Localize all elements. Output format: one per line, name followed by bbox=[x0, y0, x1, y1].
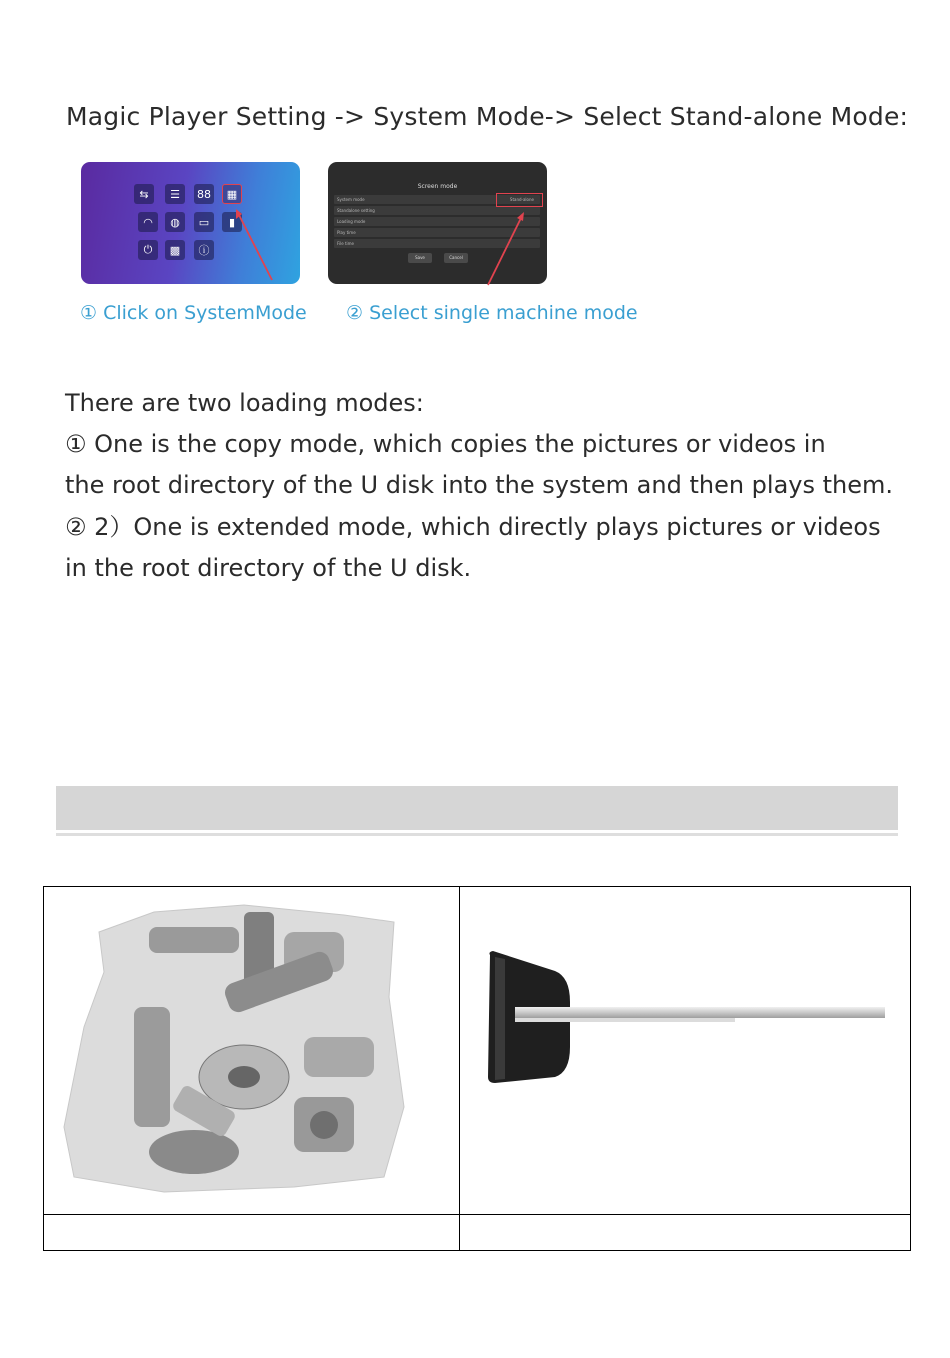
paragraph-line: ① One is the copy mode, which copies the pictures or videos in bbox=[65, 430, 826, 459]
loading-modes-paragraph bbox=[65, 383, 945, 589]
setting-row: File time bbox=[334, 239, 540, 248]
screen-mode-screenshot bbox=[328, 162, 547, 284]
sliders-icon: ☰ bbox=[165, 184, 185, 204]
system-menu-screenshot bbox=[81, 162, 300, 284]
section-heading: Magic Player Setting -> System Mode-> Select Stand-alone Mode: bbox=[66, 102, 909, 131]
setting-row: Play time bbox=[334, 228, 540, 237]
cancel-button: Cancel bbox=[444, 253, 468, 263]
setting-row: Loading mode bbox=[334, 217, 540, 226]
divider bbox=[56, 833, 898, 836]
setting-row: Standalone setting bbox=[334, 206, 540, 215]
setting-row: System mode Stand-alone bbox=[334, 195, 540, 204]
display-icon: ▭ bbox=[194, 212, 214, 232]
highlight-box bbox=[496, 193, 543, 207]
paragraph-line: the root directory of the U disk into the system and then plays them. bbox=[65, 471, 894, 500]
system-mode-icon: ▦ bbox=[222, 184, 242, 204]
power-icon: ⏻ bbox=[138, 240, 158, 260]
paragraph-line: There are two loading modes: bbox=[65, 389, 424, 417]
apps-icon: 88 bbox=[194, 184, 214, 204]
save-button: Save bbox=[408, 253, 432, 263]
network-icon: ⇆ bbox=[134, 184, 154, 204]
info-icon: ⓘ bbox=[194, 240, 214, 260]
step-caption-2: ② Select single machine mode bbox=[346, 302, 638, 324]
screw-bag-image bbox=[44, 887, 459, 1210]
wall-mount-bracket-image bbox=[460, 887, 910, 1210]
wifi-icon: ◠ bbox=[138, 212, 158, 232]
paragraph-line: in the root directory of the U disk. bbox=[65, 553, 472, 582]
step-caption-1: ① Click on SystemMode bbox=[80, 302, 307, 324]
table-caption-cell bbox=[44, 1215, 460, 1251]
dialog-title: Screen mode bbox=[417, 183, 458, 190]
table-cell bbox=[44, 887, 460, 1215]
qr-icon: ▩ bbox=[165, 240, 185, 260]
globe-icon: ◍ bbox=[165, 212, 185, 232]
table-cell bbox=[460, 887, 911, 1215]
parts-table bbox=[43, 886, 911, 1251]
table-caption-cell bbox=[460, 1215, 911, 1251]
paragraph-line: ② 2）One is extended mode, which directly plays pictures or videos bbox=[65, 512, 881, 541]
usb-icon: ▮ bbox=[222, 212, 242, 232]
section-band bbox=[56, 786, 898, 830]
